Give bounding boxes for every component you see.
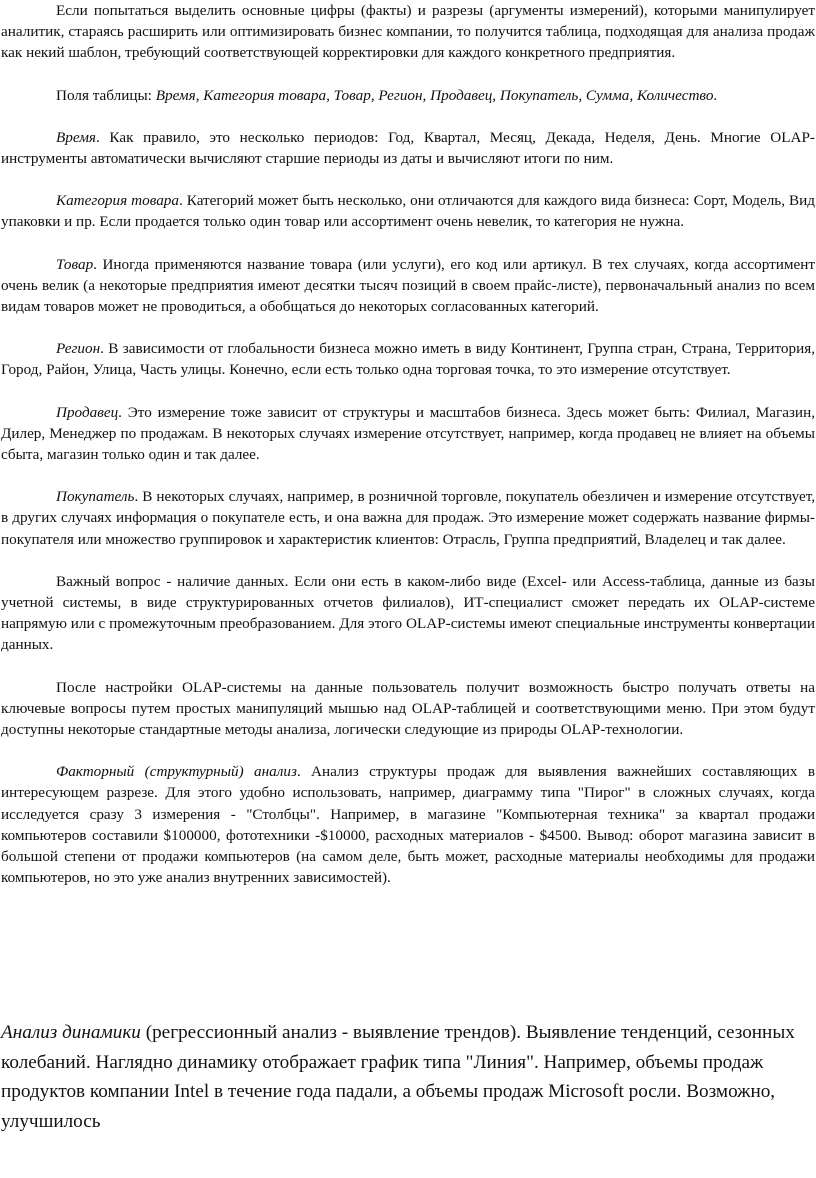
paragraph-time	[1, 127, 815, 169]
paragraph-text: Если попытаться выделить основные цифры (факты) и разрезы (аргументы измерений), которыми манипулирует аналитик, стараясь расширить или оптимизировать бизнес компании, то получится таблица, подходящая для анализа продаж как некий шаблон, требующий соответствующей корректировки для каждого конкретного предприятия.	[1, 2, 815, 62]
paragraph-data-availability	[1, 571, 815, 656]
paragraph-buyer	[1, 486, 815, 550]
fields-tail: .	[713, 86, 718, 104]
term-seller: Продавец	[56, 403, 119, 421]
paragraph-text: (регрессионный анализ - выявление трендов). Выявление тенденций, сезонных колебаний. Наглядно динамику отображает график типа "Линия". Например, объемы продаж продуктов компании Intel в течение года падали, а объемы продаж Microsoft росли. Возможно, улучшилось	[1, 1022, 795, 1132]
term-time: Время	[56, 128, 96, 146]
paragraph-text: Важный вопрос - наличие данных. Если они есть в каком-либо виде (Excel- или Access-таблица, данные из базы учетной системы, в виде структурированных отчетов филиалов), ИТ-специалист сможет передать их OLAP-системе напрямую или с промежуточным преобразованием. Для этого OLAP-системы имеют специальные инструменты конвертации данных.	[1, 572, 815, 654]
term-region: Регион	[56, 340, 101, 358]
document-body	[1, 0, 815, 889]
paragraph-region	[1, 338, 815, 380]
paragraph-factor-analysis	[1, 761, 815, 888]
paragraph-table-fields	[1, 85, 815, 106]
paragraph-category	[1, 190, 815, 232]
paragraph-text: . В зависимости от глобальности бизнеса можно иметь в виду Континент, Группа стран, Страна, Территория, Город, Район, Улица, Часть улицы. Конечно, если есть только одна торговая точка, то это измерение отсутствует.	[1, 340, 815, 379]
paragraph-text: . Это измерение тоже зависит от структуры и масштабов бизнеса. Здесь может быть: Филиал, Магазин, Дилер, Менеджер по продажам. В некоторых случаях измерение отсутствует, например, когда продавец не влияет на объемы сбыта, магазин только один и так далее.	[1, 403, 815, 464]
paragraph-seller	[1, 402, 815, 466]
paragraph-text: После настройки OLAP-системы на данные пользователь получит возможность быстро получать ответы на ключевые вопросы путем простых манипуляций мышью над OLAP-таблицей и соответствующими меню. При этом будут доступны некоторые стандартные методы анализа, логически следующие из природы OLAP-технологии.	[1, 678, 815, 739]
term-buyer: Покупатель	[56, 488, 135, 506]
term-factor-analysis: Факторный (структурный) анализ	[56, 763, 297, 781]
paragraph-text: . В некоторых случаях, например, в розничной торговле, покупатель обезличен и измерение отсутствует, в других случаях информация о покупателе есть, и она важна для продаж. Это измерение может содержать название фирмы-покупателя или множество группировок и характеристик клиентов: Отрасль, Группа предприятий, Владелец и так далее.	[1, 488, 815, 548]
fields-list: Время, Категория товара, Товар, Регион, Продавец, Покупатель, Сумма, Количество	[155, 86, 714, 104]
term-product: Товар	[56, 255, 94, 273]
paragraph-text: . Категорий может быть несколько, они отличаются для каждого вида бизнеса: Сорт, Модель, Вид упаковки и пр. Если продается только один товар или ассортимент очень невелик, то категория не нужна.	[1, 192, 815, 231]
term-dynamics-analysis: Анализ динамики	[1, 1022, 141, 1043]
paragraph-text: . Анализ структуры продаж для выявления важнейших составляющих в интересующем разрезе. Для этого удобно использовать, например, диаграмму типа "Пирог" в сложных случаях, когда исследуется сразу 3 измерения - "Столбцы". Например, в магазине "Компьютерная техника" за квартал продажи компьютеров составили $100000, фототехники -$10000, расходных материалов - $4500. Вывод: оборот магазина зависит в большой степени от продажи компьютеров (на самом деле, быть может, расходные материалы необходимы для продажи компьютеров, но это уже анализ внутренних зависимостей).	[1, 763, 815, 887]
paragraph-olap-setup	[1, 677, 815, 741]
term-category: Категория товара	[56, 192, 179, 210]
paragraph-text: . Как правило, это несколько периодов: Год, Квартал, Месяц, Декада, Неделя, День. Многие OLAP-инструменты автоматически вычисляют старшие периоды из даты и вычисляют итоги по ним.	[1, 128, 815, 168]
fields-lead: Поля таблицы:	[56, 86, 156, 104]
paragraph-dynamics-analysis	[1, 1018, 801, 1136]
paragraph-text: . Иногда применяются название товара (или услуги), его код или артикул. В тех случаях, когда ассортимент очень велик (а некоторые предприятия имеют десятки тысяч позиций в своем прайс-листе), первоначальный анализ по всем видам товаров может не проводиться, а обобщаться до некоторых согласованных категорий.	[1, 255, 815, 316]
paragraph-intro	[1, 0, 815, 64]
paragraph-product	[1, 254, 815, 318]
